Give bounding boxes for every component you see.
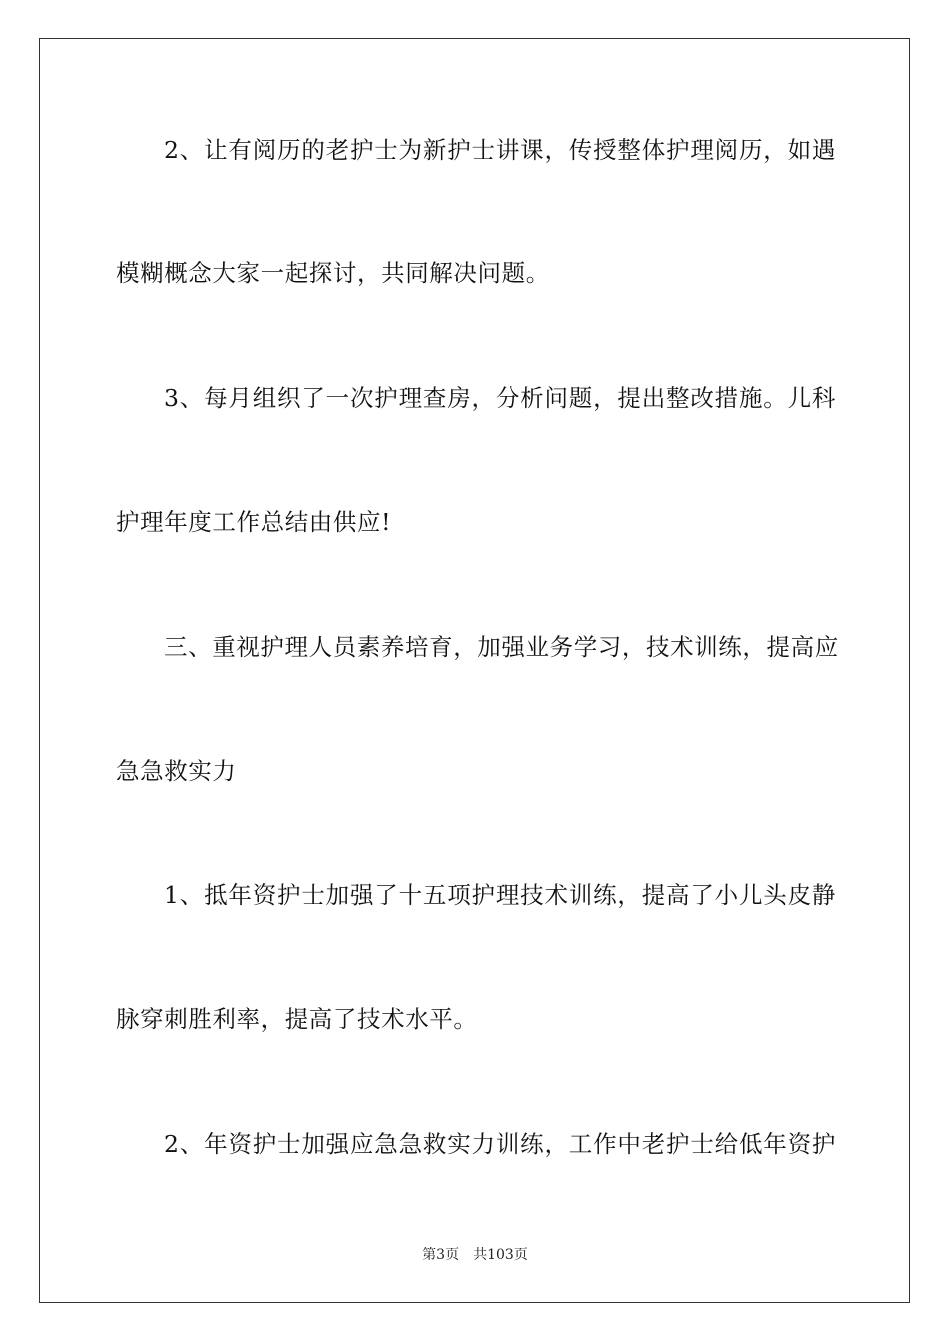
paragraph-line: 模糊概念大家一起探讨，共同解决问题。	[116, 259, 550, 287]
paragraph-line: 急急救实力	[116, 757, 237, 785]
page-frame	[39, 38, 910, 1303]
paragraph-line: 护理年度工作总结由供应!	[116, 508, 392, 536]
page-footer	[0, 1246, 950, 1264]
page-number: 第3页	[422, 1247, 460, 1263]
paragraph-line: 3、每月组织了一次护理查房，分析问题，提出整改措施。儿科	[164, 384, 836, 412]
total-pages: 共103页	[473, 1247, 528, 1263]
paragraph-line: 1、抵年资护士加强了十五项护理技术训练，提高了小儿头皮静	[164, 881, 836, 909]
paragraph-line: 脉穿刺胜利率，提高了技术水平。	[116, 1005, 478, 1033]
paragraph-line: 2、年资护士加强应急急救实力训练，工作中老护士给低年资护	[164, 1130, 836, 1158]
paragraph-line: 2、让有阅历的老护士为新护士讲课，传授整体护理阅历，如遇	[164, 136, 836, 164]
paragraph-line: 三、重视护理人员素养培育，加强业务学习，技术训练，提高应	[164, 633, 839, 661]
